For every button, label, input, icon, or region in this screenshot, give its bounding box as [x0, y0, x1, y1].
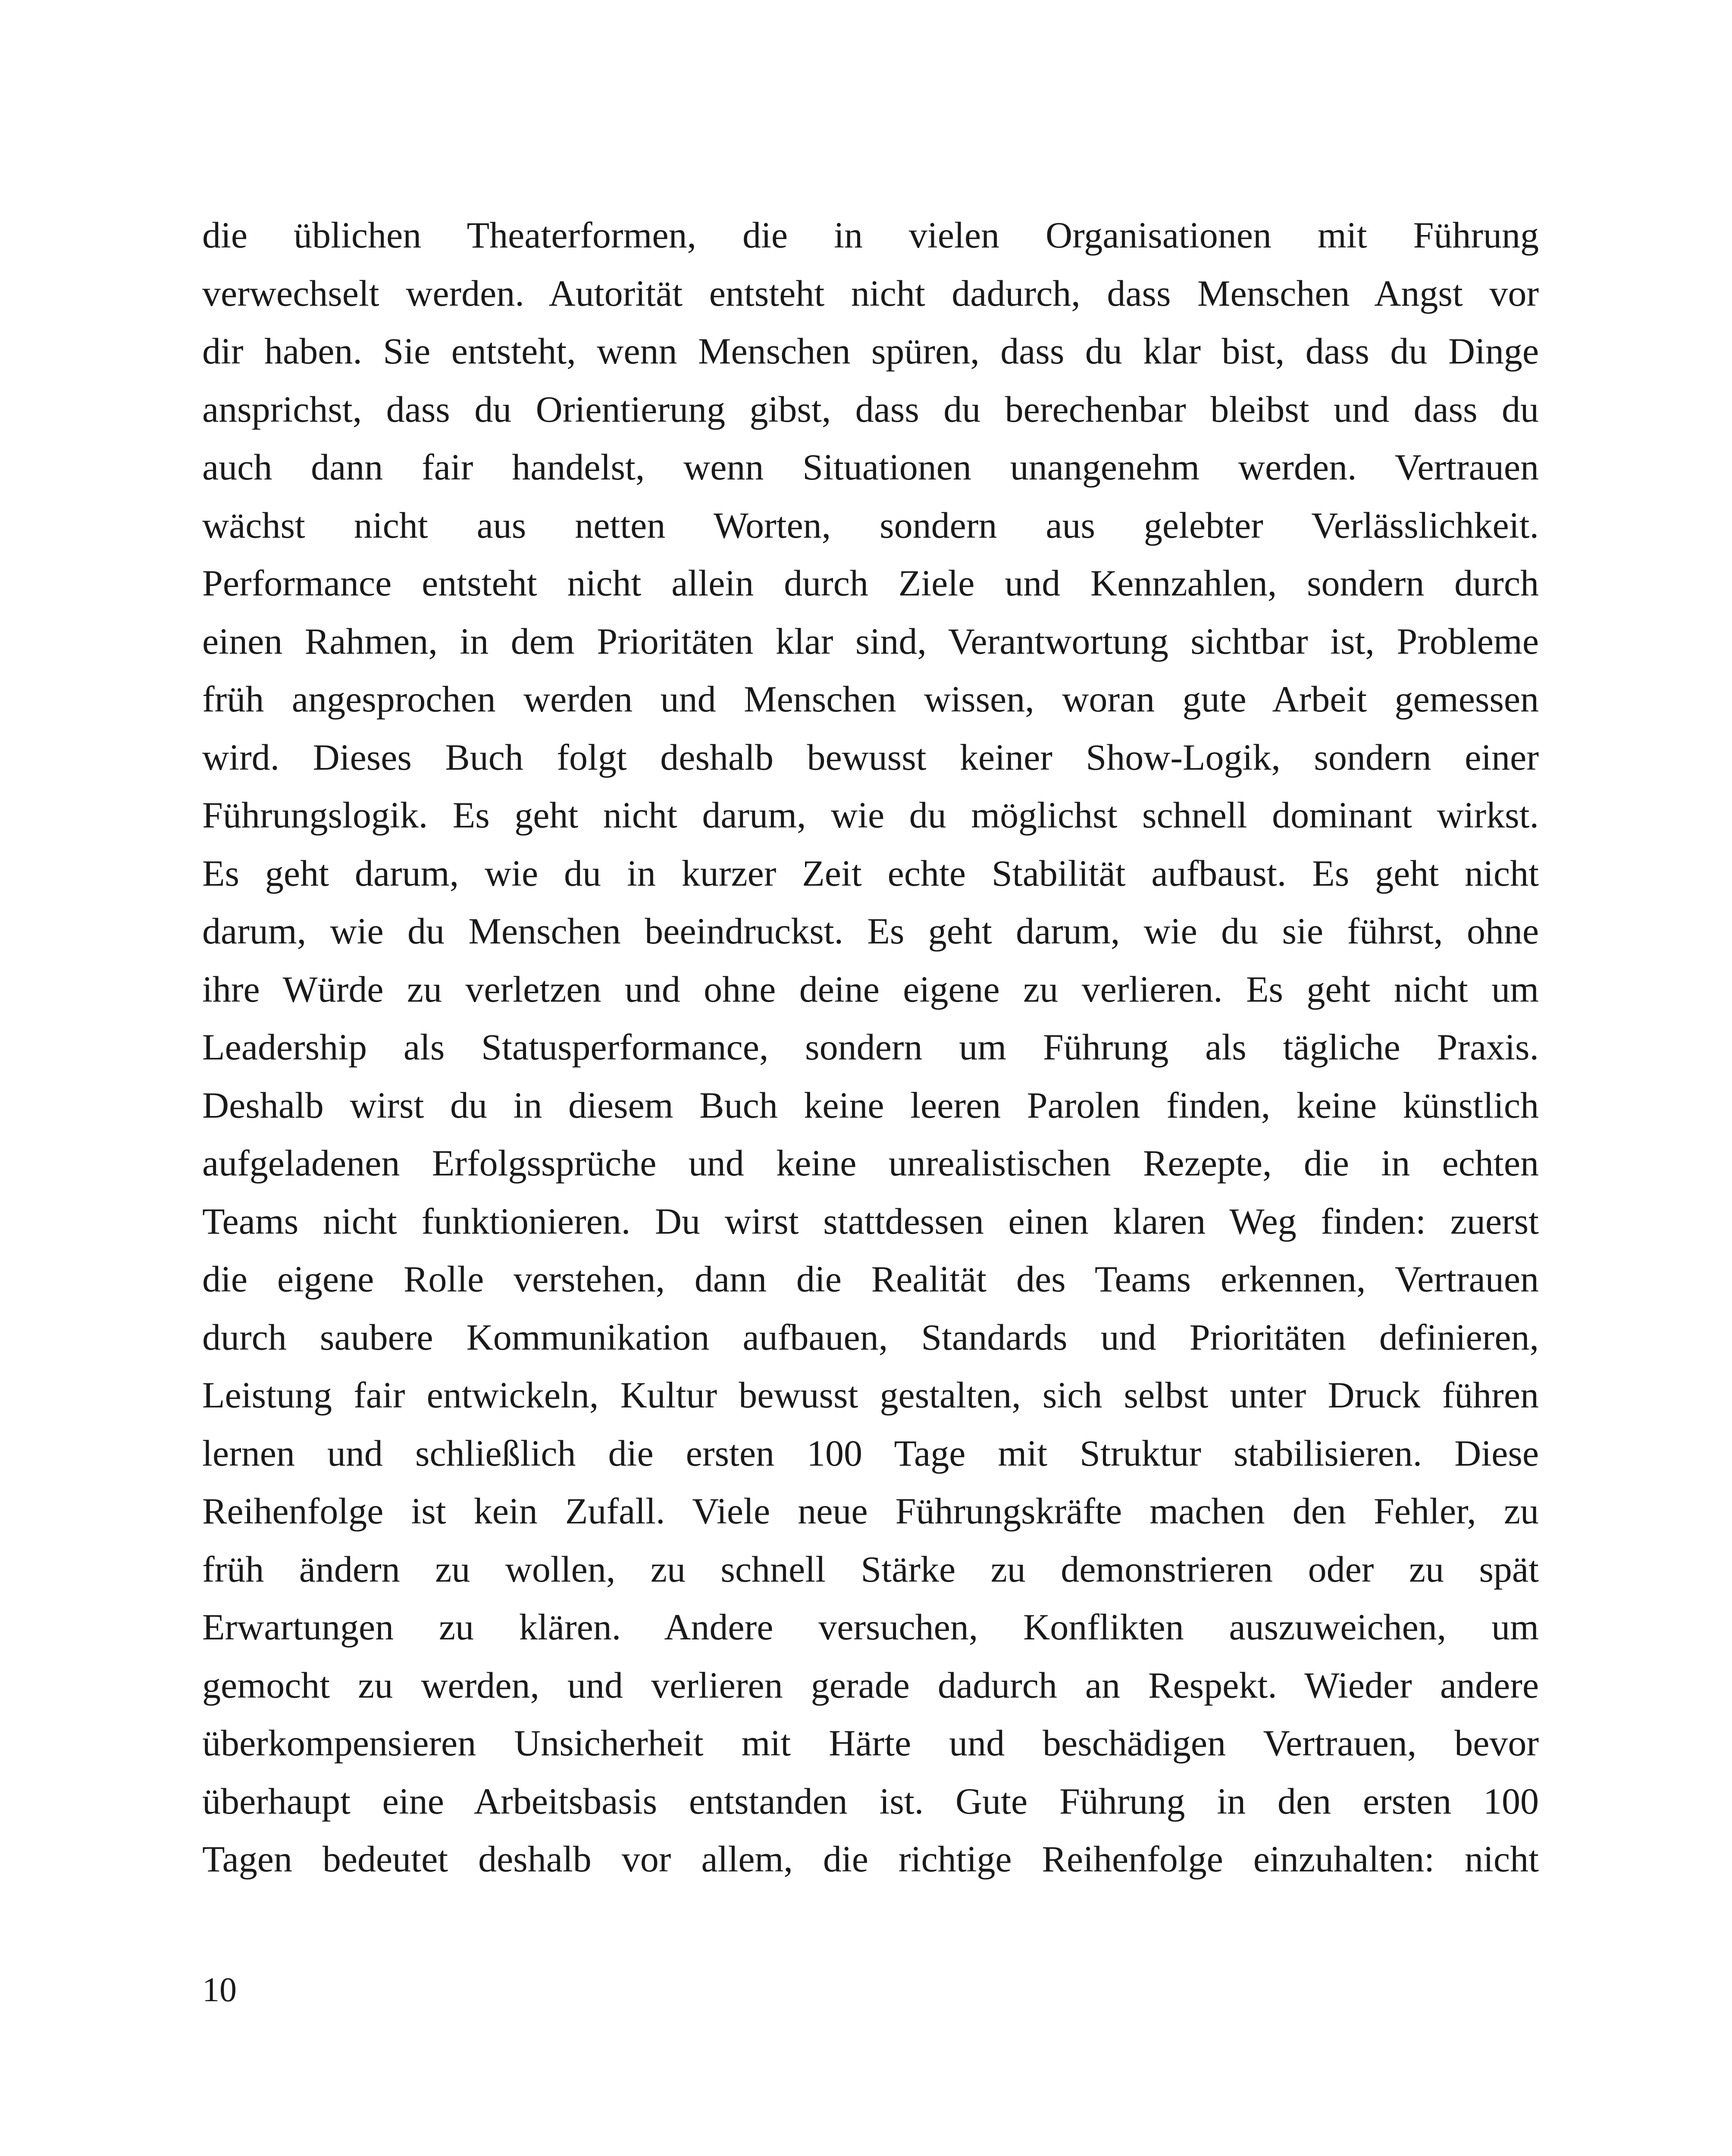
text-line: ansprichst, dass du Orientierung gibst, dass du berechenbar bleibst und dass du — [202, 388, 1539, 430]
text-line: die eigene Rolle verstehen, dann die Realität des Teams erkennen, Vertrauen — [202, 1258, 1539, 1300]
text-line: darum, wie du Menschen beeindruckst. Es geht darum, wie du sie führst, ohne — [202, 910, 1539, 952]
text-line: einen Rahmen, in dem Prioritäten klar sind, Verantwortung sichtbar ist, Probleme — [202, 620, 1539, 662]
text-line: Performance entsteht nicht allein durch Ziele und Kennzahlen, sondern durch — [202, 562, 1539, 604]
text-line: aufgeladenen Erfolgssprüche und keine unrealistischen Rezepte, die in echten — [202, 1142, 1539, 1184]
text-line: überhaupt eine Arbeitsbasis entstanden ist. Gute Führung in den ersten 100 — [202, 1780, 1539, 1822]
text-line: gemocht zu werden, und verlieren gerade dadurch an Respekt. Wieder andere — [202, 1664, 1539, 1706]
text-line: die üblichen Theaterformen, die in vielen Organisationen mit Führung — [202, 214, 1539, 256]
text-line: ihre Würde zu verletzen und ohne deine eigene zu verlieren. Es geht nicht um — [202, 968, 1539, 1010]
text-line: auch dann fair handelst, wenn Situationen unangenehm werden. Vertrauen — [202, 446, 1539, 488]
text-line: Tagen bedeutet deshalb vor allem, die richtige Reihenfolge einzuhalten: nicht — [202, 1838, 1539, 1880]
text-line: verwechselt werden. Autorität entsteht nicht dadurch, dass Menschen Angst vor — [202, 272, 1539, 314]
text-line: früh angesprochen werden und Menschen wissen, woran gute Arbeit gemessen — [202, 678, 1539, 720]
text-line: durch saubere Kommunikation aufbauen, Standards und Prioritäten definieren, — [202, 1316, 1539, 1358]
text-line: Leadership als Statusperformance, sondern um Führung als tägliche Praxis. — [202, 1026, 1539, 1068]
text-line: Deshalb wirst du in diesem Buch keine leeren Parolen finden, keine künstlich — [202, 1084, 1539, 1126]
text-line: Erwartungen zu klären. Andere versuchen, Konflikten auszuweichen, um — [202, 1606, 1539, 1648]
text-line: Es geht darum, wie du in kurzer Zeit echte Stabilität aufbaust. Es geht nicht — [202, 852, 1539, 894]
text-line: lernen und schließlich die ersten 100 Tage mit Struktur stabilisieren. Diese — [202, 1432, 1539, 1474]
text-line: Reihenfolge ist kein Zufall. Viele neue Führungskräfte machen den Fehler, zu — [202, 1490, 1539, 1532]
text-line: wächst nicht aus netten Worten, sondern aus gelebter Verlässlichkeit. — [202, 504, 1539, 546]
text-line: wird. Dieses Buch folgt deshalb bewusst keiner Show-Logik, sondern einer — [202, 736, 1539, 778]
text-line: Leistung fair entwickeln, Kultur bewusst gestalten, sich selbst unter Druck führen — [202, 1374, 1539, 1416]
text-line: Führungslogik. Es geht nicht darum, wie du möglichst schnell dominant wirkst. — [202, 794, 1539, 836]
text-line: früh ändern zu wollen, zu schnell Stärke zu demonstrieren oder zu spät — [202, 1548, 1539, 1590]
text-line: überkompensieren Unsicherheit mit Härte und beschädigen Vertrauen, bevor — [202, 1722, 1539, 1764]
text-line: Teams nicht funktionieren. Du wirst stattdessen einen klaren Weg finden: zuerst — [202, 1200, 1539, 1242]
page-number: 10 — [202, 1971, 237, 2009]
body-text — [202, 206, 1539, 1888]
text-line: dir haben. Sie entsteht, wenn Menschen spüren, dass du klar bist, dass du Dinge — [202, 330, 1539, 372]
